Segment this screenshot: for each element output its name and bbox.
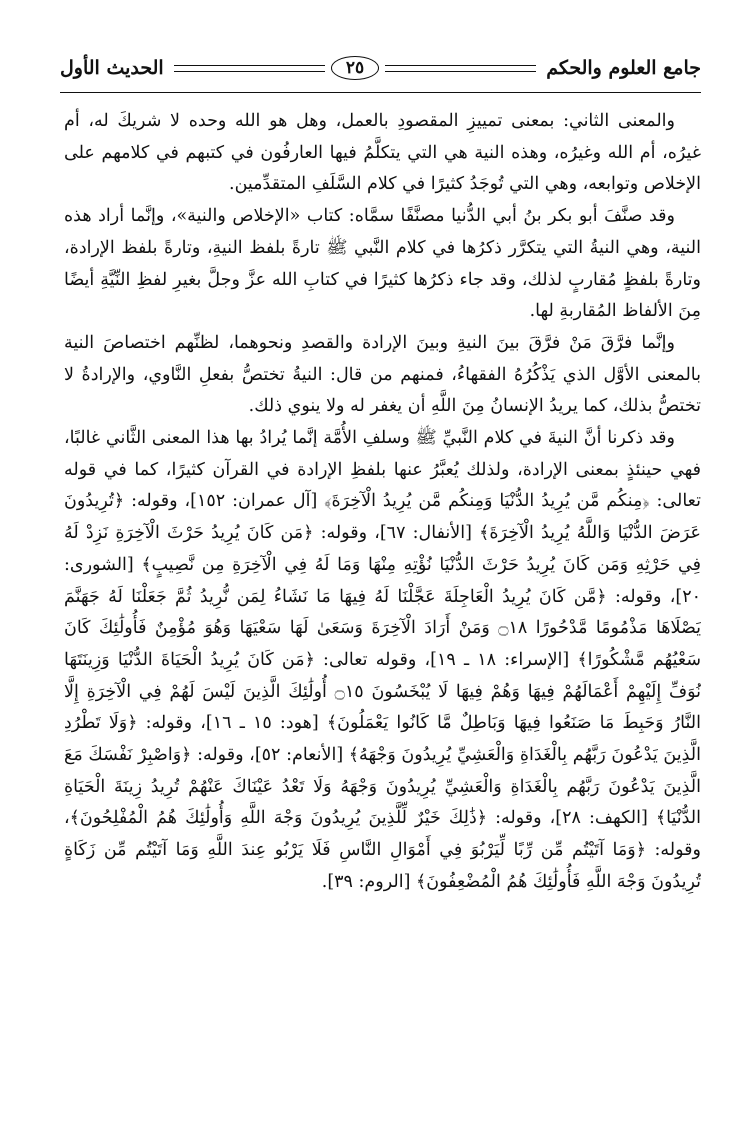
paragraph-4: وقد ذكرنا أنَّ النيةَ في كلام النَّبيِّ ﷺ وسلفِ الأُمَّة إنَّما يُرادُ بها هذا المعنى الثَّاني غالبًا، فهي حينئذٍ بمعنى الإرادة، ولذلك يُعبَّرُ عنها بلفظِ الإرادة في القرآن كثيرًا، كما في قوله تعالى: ﴿مِنكُم مَّن يُرِيدُ الدُّنْيَا وَمِنكُم مَّن يُرِيدُ الْآخِرَةَ﴾ [آل عمران: ١٥٢]، وقوله: ﴿تُرِيدُونَ عَرَضَ الدُّنْيَا وَاللَّهُ يُرِيدُ الْآخِرَةَ﴾ [الأنفال: ٦٧]، وقوله: ﴿مَن كَانَ يُرِيدُ حَرْثَ الْآخِرَةِ نَزِدْ لَهُ فِي حَرْثِهِ وَمَن كَانَ يُرِيدُ حَرْثَ الدُّنْيَا نُؤْتِهِ مِنْهَا وَمَا لَهُ فِي الْآخِرَةِ مِن نَّصِيبٍ﴾ [الشورى: ٢٠]، وقوله: ﴿مَّن كَانَ يُرِيدُ الْعَاجِلَةَ عَجَّلْنَا لَهُ فِيهَا مَا نَشَاءُ لِمَن نُّرِيدُ ثُمَّ جَعَلْنَا لَهُ جَهَنَّمَ يَصْلَاهَا مَذْمُومًا مَّدْحُورًا ۝١٨ وَمَنْ أَرَادَ الْآخِرَةَ وَسَعَىٰ لَهَا سَعْيَهَا وَهُوَ مُؤْمِنٌ فَأُولَٰئِكَ كَانَ سَعْيُهُم مَّشْكُورًا﴾ [الإسراء: ١٨ ـ ١٩]، وقوله تعالى: ﴿مَن كَانَ يُرِيدُ الْحَيَاةَ الدُّنْيَا وَزِينَتَهَا نُوَفِّ إِلَيْهِمْ أَعْمَالَهُمْ فِيهَا وَهُمْ فِيهَا لَا يُبْخَسُونَ ۝١٥ أُولَٰئِكَ الَّذِينَ لَيْسَ لَهُمْ فِي الْآخِرَةِ إِلَّا النَّارُ وَحَبِطَ مَا صَنَعُوا فِيهَا وَبَاطِلٌ مَّا كَانُوا يَعْمَلُونَ﴾ [هود: ١٥ ـ ١٦]، وقوله: ﴿وَلَا تَطْرُدِ الَّذِينَ يَدْعُونَ رَبَّهُم بِالْغَدَاةِ وَالْعَشِيِّ يُرِيدُونَ وَجْهَهُ﴾ [الأنعام: ٥٢]، وقوله: ﴿وَاصْبِرْ نَفْسَكَ مَعَ الَّذِينَ يَدْعُونَ رَبَّهُم بِالْغَدَاةِ وَالْعَشِيِّ يُرِيدُونَ وَجْهَهُ وَلَا تَعْدُ عَيْنَاكَ عَنْهُمْ تُرِيدُ زِينَةَ الْحَيَاةِ الدُّنْيَا﴾ [الكهف: ٢٨]، وقوله: ﴿ذَٰلِكَ خَيْرٌ لِّلَّذِينَ يُرِيدُونَ وَجْهَ اللَّهِ وَأُولَٰئِكَ هُمُ الْمُفْلِحُونَ﴾، وقوله: ﴿وَمَا آتَيْتُم مِّن رِّبًا لِّيَرْبُوَ فِي أَمْوَالِ النَّاسِ فَلَا يَرْبُو عِندَ اللَّهِ وَمَا آتَيْتُم مِّن زَكَاةٍ تُرِيدُونَ وَجْهَ اللَّهِ فَأُولَٰئِكَ هُمُ الْمُضْعِفُونَ﴾ [الروم: ٣٩].: [64, 428, 701, 892]
paragraph-1: والمعنى الثاني: بمعنى تمييزِ المقصودِ بالعمل، وهل هو الله وحده لا شريكَ له، أم غيرُه، أم الله وغيرُه، وهذه النية هي التي يتكلَّمُ فيها العارفُون في كتبهم في كلامهم على الإخلاص وتوابعه، وهي التي تُوجَدُ كثيرًا في كلام السَّلَفِ المتقدِّمين.: [64, 111, 701, 195]
paragraph-3: وإنَّما فرَّقَ مَنْ فرَّقَ بينَ النيةِ وبينَ الإرادة والقصدِ ونحوهما، لظنِّهم اختصاصَ النية بالمعنى الأوَّل الذي يَذْكُرُهُ الفقهاءُ، فمنهم من قال: النيةُ تختصُّ بفعلِ النَّاوي، والإرادةُ لا تختصُّ بذلك، كما يريدُ الإنسانُ مِنَ اللَّهِ أن يغفر له ولا ينوي ذلك.: [64, 332, 701, 417]
header-rule: [60, 92, 701, 93]
section-title: الحديث الأول: [60, 57, 164, 79]
header-ornament: [174, 56, 536, 80]
page-header: [60, 46, 701, 90]
book-title: جامع العلوم والحكم: [546, 57, 701, 79]
page-body: [64, 106, 701, 1096]
header-double-line-left: [174, 65, 325, 72]
page-number: ٢٥: [331, 56, 379, 80]
paragraph-2: وقد صنَّفَ أبو بكر بنُ أبي الدُّنيا مصنَّفًا سمَّاه: كتاب «الإخلاص والنية»، وإنَّما أراد هذه النية، وهي النيةُ التي يتكرَّر ذكرُها في كلام النَّبي ﷺ تارةً بلفظ النيةِ، وتارةً بلفظ الإرادة، وتارةً بلفظٍ مُقاربٍ لذلك، وقد جاء ذكرُها كثيرًا في كتابِ الله عزَّ وجلَّ بغيرِ لفظِ النِّيَّةِ أيضًا مِنَ الألفاظ المُقاربةِ لها.: [64, 206, 701, 322]
header-double-line-right: [385, 65, 536, 72]
